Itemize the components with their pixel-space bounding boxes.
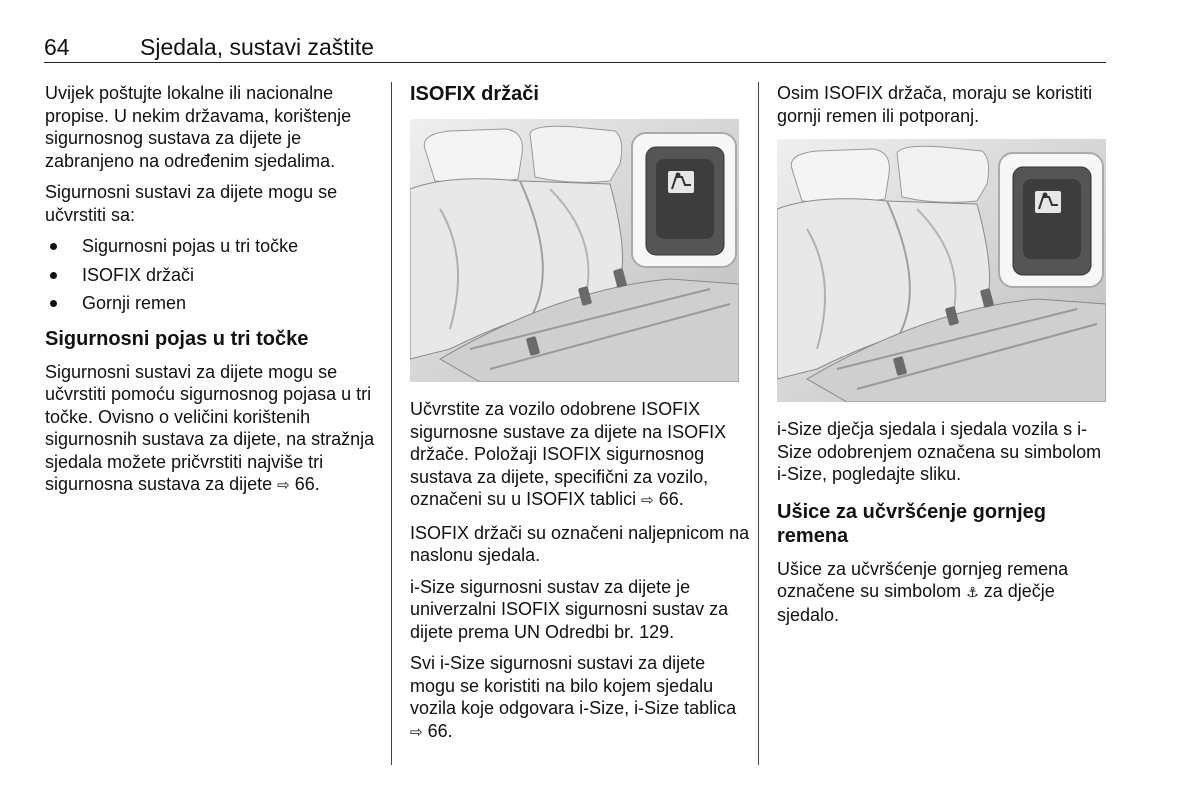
chapter-title: Sjedala, sustavi zaštite bbox=[140, 34, 374, 60]
list-item: Sigurnosni pojas u tri točke bbox=[45, 235, 375, 258]
paragraph bbox=[410, 398, 750, 513]
page-ref-arrow-icon: ⇨ bbox=[410, 723, 423, 741]
page-ref-arrow-icon: ⇨ bbox=[277, 477, 290, 494]
isofix-seat-figure bbox=[410, 119, 739, 382]
paragraph: i-Size dječja sjedala i sjedala vozila s i-Size odobrenjem označena su simbolom i-Size, pogledajte sliku. bbox=[777, 419, 1102, 484]
page-number: 64 bbox=[44, 34, 70, 60]
column-1 bbox=[45, 82, 375, 507]
paragraph-text: Učvrstite za vozilo odobrene ISOFIX sigurnosne sustave za dijete na ISOFIX držače. Položaji ISOFIX sigurnosnog sustava za dijete, specifični za vozilo, označeni su u ISOFIX tablici bbox=[410, 399, 727, 509]
paragraph: ISOFIX držači su označeni naljepnicom na naslonu sjedala. bbox=[410, 522, 750, 565]
column-3 bbox=[777, 82, 1112, 635]
section-heading: ISOFIX držači bbox=[410, 83, 539, 105]
page-ref-link[interactable]: 66. bbox=[294, 474, 320, 494]
page-ref-arrow-icon: ⇨ bbox=[641, 492, 654, 509]
paragraph-text: Sigurnosni sustavi za dijete mogu se učvrstiti pomoću sigurnosnog pojasa u tri točke. Ovisno o veličini korištenih sigurnosnih sustava za dijete, na stražnja sjedala možete pričvrstiti najviše tri sigurnosna sustava za dijete bbox=[45, 361, 375, 494]
list-item: ISOFIX držači bbox=[45, 264, 375, 287]
isize-seat-figure bbox=[777, 139, 1106, 402]
paragraph: Osim ISOFIX držača, moraju se koristiti gornji remen ili potporanj. bbox=[777, 83, 1093, 126]
paragraph bbox=[777, 558, 1112, 627]
column-divider-1 bbox=[391, 82, 392, 765]
paragraph: Sigurnosni sustavi za dijete mogu se učvrstiti sa: bbox=[45, 182, 338, 225]
bullet-list bbox=[45, 235, 375, 315]
page-ref-link[interactable]: 66. bbox=[658, 489, 684, 509]
section-heading: Ušice za učvršćenje gornjeg remena bbox=[777, 500, 1047, 547]
page-header bbox=[44, 34, 1106, 63]
paragraph bbox=[45, 361, 375, 498]
column-2 bbox=[410, 82, 750, 753]
column-divider-2 bbox=[758, 82, 759, 765]
section-heading: Sigurnosni pojas u tri točke bbox=[45, 327, 309, 350]
paragraph-text: Ušice za učvršćenje gornjeg remena označene su simbolom bbox=[777, 558, 1069, 601]
isofix-child-seat-icon bbox=[668, 171, 694, 193]
top-tether-anchor-icon: ⚓ bbox=[966, 584, 979, 600]
paragraph: Uvijek poštujte lokalne ili nacionalne propise. U nekim državama, korištenje sigurnosnog sustava za dijete je zabranjeno na određenim sjedalima. bbox=[45, 83, 352, 171]
paragraph-text: Svi i-Size sigurnosni sustavi za dijete mogu se koristiti na bilo kojem sjedalu vozila koje odgovara i-Size, i-Size tablica bbox=[410, 653, 737, 718]
paragraph bbox=[410, 652, 750, 744]
paragraph-text: za dječje sjedalo. bbox=[777, 581, 1055, 625]
isize-child-seat-icon bbox=[1035, 191, 1061, 213]
list-item: Gornji remen bbox=[45, 292, 375, 315]
paragraph: i-Size sigurnosni sustav za dijete je univerzalni ISOFIX sigurnosni sustav za dijete prema UN Odredbi br. 129. bbox=[410, 576, 729, 642]
page-ref-link[interactable]: 66. bbox=[427, 720, 453, 741]
